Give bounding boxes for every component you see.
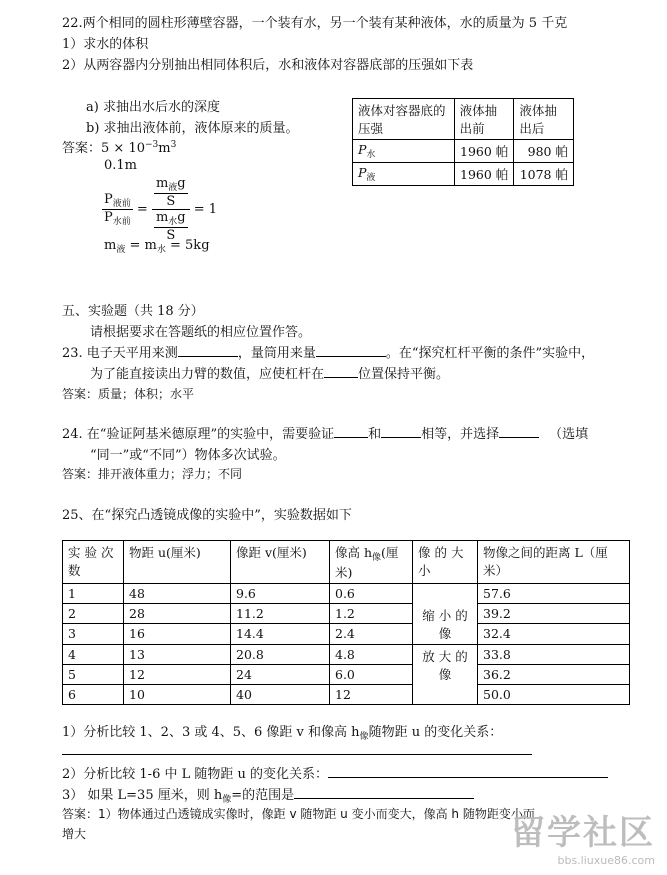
size-cell-small: 缩 小 的 像 [413, 604, 478, 645]
table-header-cell: 像距 v(厘米) [231, 541, 330, 584]
q22-answer-mass: $m_液 = m_水 = 5kg$ [104, 238, 210, 255]
answer-blank[interactable] [499, 425, 539, 438]
table-cell: 40 [231, 684, 330, 704]
table-row [353, 99, 574, 140]
table-row [63, 664, 630, 684]
table-cell [413, 584, 478, 604]
table-cell: 3 [63, 624, 124, 644]
table-cell: 10 [124, 684, 231, 704]
answer-blank[interactable] [294, 786, 474, 799]
table-cell: 28 [124, 604, 231, 624]
table-cell: $P_液$ [353, 163, 455, 186]
table-cell: 12 [124, 664, 231, 684]
table-cell: 32.4 [478, 624, 630, 644]
q24-answer: 答案：排开液体重力；浮力；不同 [62, 467, 243, 481]
table-cell: 1960 帕 [454, 140, 514, 163]
section-instruction: 请根据要求在答题纸的相应位置作答。 [90, 325, 312, 340]
q22-answer-ratio: $\frac{P_{液前}}{P_{水前}}$ = $\frac{\frac{m_液g}{S}}{\frac{m_水g}{S}}$ = 1 [104, 176, 218, 243]
table-row [63, 584, 630, 604]
table-cell: 980 帕 [514, 140, 574, 163]
table-row [63, 644, 630, 664]
table-header-cell: 物距 u(厘米) [124, 541, 231, 584]
table-cell: $P_水$ [353, 140, 455, 163]
q22-title: 22.两个相同的圆柱形薄壁容器，一个装有水，另一个装有某种液体，水的质量为 5 千克 [62, 16, 568, 31]
table-cell: 9.6 [231, 584, 330, 604]
table-cell: 33.8 [478, 644, 630, 664]
answer-label: 答案： [62, 141, 102, 156]
q25-answer-line1: 答案：1）物体通过凸透镜成实像时，像距 v 随物距 u 变小而变大，像高 h 随物距变小而 [62, 807, 535, 821]
table-header-cell: 液体对容器底的压强 [353, 99, 455, 140]
table-cell: 14.4 [231, 624, 330, 644]
table-header-cell: 液体抽出前 [454, 99, 514, 140]
watermark-logo-text: 留学社区 [511, 813, 655, 853]
table-cell: 0.6 [330, 584, 413, 604]
table-cell: 50.0 [478, 684, 630, 704]
table-cell: 6.0 [330, 664, 413, 684]
q24-line2: “同一”或“不同”）物体多次试验。 [90, 448, 286, 463]
answer-blank[interactable] [324, 365, 358, 378]
answer-line[interactable] [62, 742, 532, 755]
size-cell-large: 放 大 的 像 [413, 644, 478, 704]
q23-answer: 答案：质量；体积；水平 [62, 387, 195, 401]
table-row [63, 541, 630, 584]
table-cell: 57.6 [478, 584, 630, 604]
table-cell: 36.2 [478, 664, 630, 684]
table-cell: 1078 帕 [514, 163, 574, 186]
table-cell: 6 [63, 684, 124, 704]
answer-blank[interactable] [381, 425, 421, 438]
table-row [63, 684, 630, 704]
q22-part2: 2）从两容器内分别抽出相同体积后，水和液体对容器底部的压强如下表 [62, 58, 474, 73]
q22-part1: 1）求水的体积 [62, 37, 149, 52]
table-cell: 20.8 [231, 644, 330, 664]
table-row [63, 604, 630, 624]
table-row [353, 140, 574, 163]
watermark-url: bbs.liuxue86.com [557, 854, 655, 867]
table-cell: 1 [63, 584, 124, 604]
pressure-table [352, 98, 574, 186]
q22-answer-depth: 0.1m [104, 158, 138, 173]
table-cell: 4.8 [330, 644, 413, 664]
answer-blank[interactable] [334, 425, 368, 438]
q25-sub2: 2）分析比较 1-6 中 L 随物距 u 的变化关系： [62, 763, 608, 782]
table-header-cell: 像 的 大 小 [413, 541, 478, 584]
table-cell: 12 [330, 684, 413, 704]
table-cell: 48 [124, 584, 231, 604]
table-cell: 11.2 [231, 604, 330, 624]
table-header-cell: 实 验 次 数 [63, 541, 124, 584]
table-cell: 1960 帕 [454, 163, 514, 186]
table-cell: 4 [63, 644, 124, 664]
q25-answer-line2: 增大 [62, 827, 87, 841]
lens-table [62, 540, 630, 705]
table-cell: 39.2 [478, 604, 630, 624]
q23-line1: 23. 电子天平用来测 ，量筒用来量 。在“探究杠杆平衡的条件”实验中， [62, 346, 595, 361]
q25-title: 25、在“探究凸透镜成像的实验中”，实验数据如下 [62, 508, 352, 523]
q22-answer-volume: 答案：$5 \times 10^{-3}m^3$ [62, 140, 177, 156]
answer-blank[interactable] [178, 344, 238, 357]
q22-sub-a: a) 求抽出水后水的深度 [86, 100, 220, 115]
site-watermark [511, 805, 655, 867]
answer-blank[interactable] [328, 765, 608, 778]
table-cell: 2.4 [330, 624, 413, 644]
table-cell: 24 [231, 664, 330, 684]
q22-sub-b: b) 求抽出液体前，液体原来的质量。 [86, 121, 299, 136]
section-title: 五、实验题（共 18 分） [62, 304, 204, 319]
table-cell: 2 [63, 604, 124, 624]
q25-sub3: 3） 如果 L=35 厘米，则 $h_像=$的范围是 [62, 784, 474, 805]
answer-blank[interactable] [316, 344, 386, 357]
table-cell: 5 [63, 664, 124, 684]
table-header-cell: 液体抽出后 [514, 99, 574, 140]
table-row [63, 624, 630, 644]
q24-line1: 24. 在“验证阿基米德原理”的实验中，需要验证 和 相等，并选择 （选填 [62, 427, 589, 442]
q23-line2: 为了能直接读出力臂的数值，应使杠杆在 位置保持平衡。 [90, 367, 450, 382]
table-header-cell: 像高 $h_像$(厘 米) [330, 541, 413, 584]
pressure-fraction: $\frac{P_{液前}}{P_{水前}}$ [104, 192, 131, 227]
table-cell: 16 [124, 624, 231, 644]
table-cell: 13 [124, 644, 231, 664]
table-header-cell: 物像之间的距离 L（厘米） [478, 541, 630, 584]
q25-sub1: 1）分析比较 1、2、3 或 4、5、6 像距 v 和像高 $h_像$随物距 u 的变化关系： [62, 725, 503, 742]
mass-fraction: $\frac{\frac{m_液g}{S}}{\frac{m_水g}{S}}$ [152, 176, 190, 243]
table-row [353, 163, 574, 186]
table-cell: 1.2 [330, 604, 413, 624]
